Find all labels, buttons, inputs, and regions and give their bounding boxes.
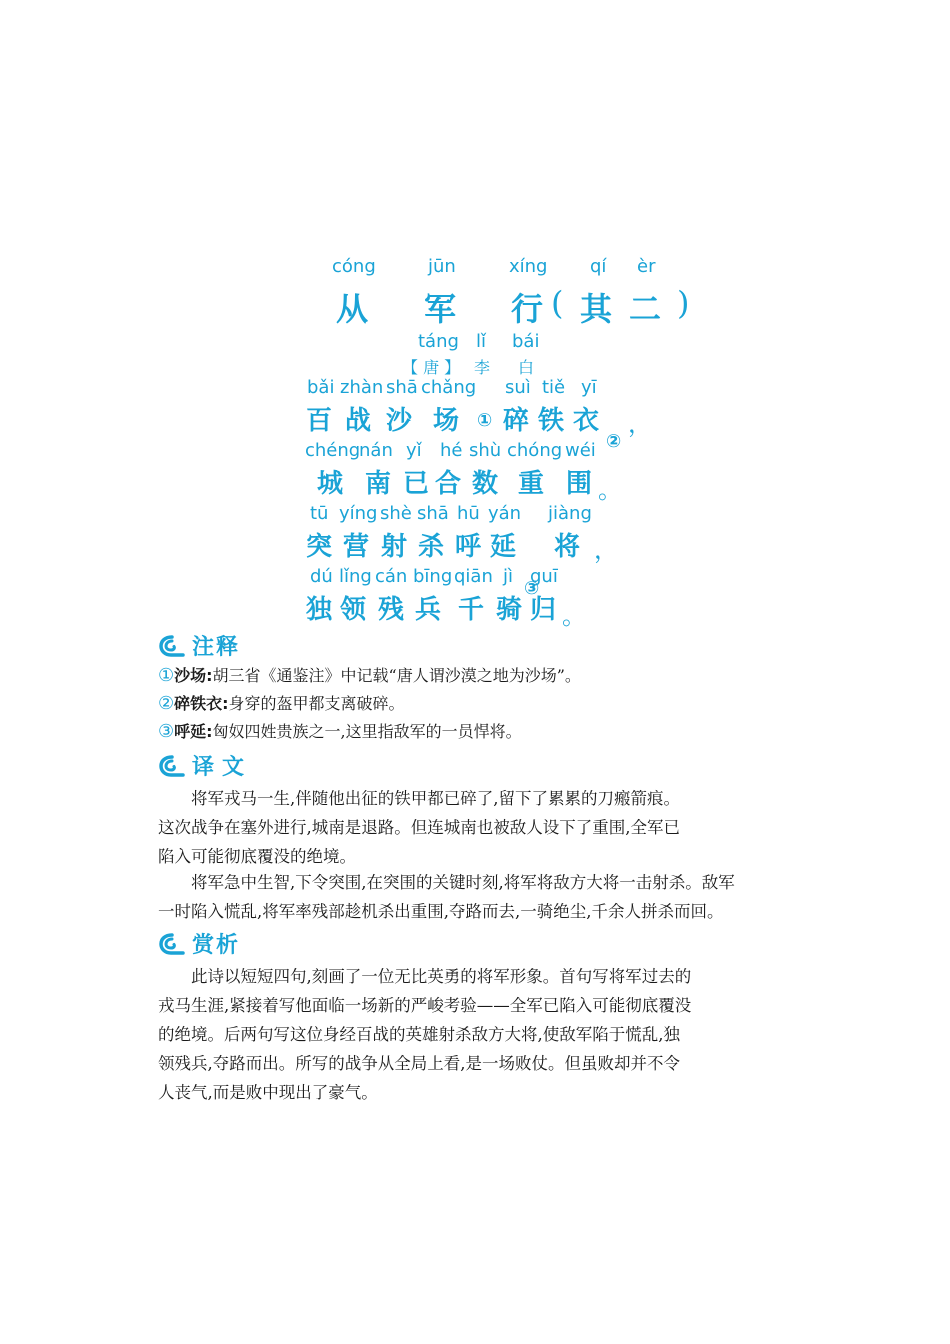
appreciation-line-3: 的绝境。后两句写这位身经百战的英雄射杀敌方大将,使敌军陷于慌乱,独: [158, 1025, 680, 1044]
line3-pinyin-5: hū: [457, 503, 480, 524]
line4-punct: 。: [562, 602, 586, 630]
translation-p2-line-2: 一时陷入慌乱,将军率残部趁机杀出重围,夺路而去,一骑绝尘,千余人拼杀而回。: [158, 902, 724, 921]
line2-pinyin-6: chóng: [507, 440, 563, 461]
appreciation-line-1: 此诗以短短四句,刻画了一位无比英勇的将军形象。首句写将军过去的: [158, 967, 692, 986]
line4-char-3: 残: [378, 595, 405, 625]
note-2: [158, 691, 405, 714]
note-marker-2: ②: [606, 431, 622, 452]
line2-char-2: 南: [365, 469, 392, 499]
line3-char-3: 射: [381, 532, 408, 562]
line4-pinyin-1: dú: [310, 566, 333, 587]
note-1: [158, 663, 581, 686]
line3-char-4: 杀: [418, 532, 445, 562]
line1-char-4: 场: [433, 406, 460, 436]
line3-char-7: 将: [554, 532, 581, 562]
note-3-text: 匈奴四姓贵族之一,这里指敌军的一员悍将。: [212, 722, 522, 741]
note-2-number: ②: [158, 693, 175, 714]
author-name-2: 白: [518, 358, 535, 377]
line2-pinyin-2: nán: [359, 440, 393, 461]
line4-char-4: 兵: [415, 595, 442, 625]
author-name-1: 李: [474, 358, 491, 377]
title-char-5: 其: [580, 290, 613, 328]
line2-punct: 。: [598, 476, 622, 504]
line1-pinyin-4: chǎng: [421, 377, 477, 398]
note-1-number: ①: [158, 665, 175, 686]
line4-char-5: 千: [458, 595, 485, 625]
appreciation-paragraph: [158, 962, 691, 1107]
line4-pinyin-3: cán: [375, 566, 408, 587]
line4-char-2: 领: [340, 595, 367, 625]
line4-char-6: 骑: [496, 595, 523, 625]
line3-char-2: 营: [343, 532, 370, 562]
line3-pinyin-7: jiàng: [548, 503, 592, 524]
line2-pinyin-3: yǐ: [406, 440, 422, 461]
title-char-1: 从: [336, 290, 369, 328]
line1-char-7: 衣: [573, 406, 600, 436]
note-1-text: 胡三省《通鉴注》中记载“唐人谓沙漠之地为沙场”。: [212, 666, 581, 685]
title-pinyin-4: qí: [590, 256, 607, 277]
title-char-6: 二: [629, 290, 662, 328]
line1-punct: ，: [628, 410, 652, 438]
note-1-term: 沙场:: [174, 666, 213, 685]
translation-p1-line-2: 这次战争在塞外进行,城南是退路。但连城南也被敌人设下了重围,全军已: [158, 818, 680, 837]
line1-pinyin-5: suì: [505, 377, 531, 398]
line4-pinyin-5: qiān: [454, 566, 493, 587]
translation-paragraph-1: [158, 784, 680, 871]
title-char-7: ): [677, 284, 690, 322]
translation-heading: 译文: [192, 755, 253, 780]
line4-char-1: 独: [306, 595, 333, 625]
line2-char-6: 重: [518, 469, 545, 499]
line3-pinyin-3: shè: [380, 503, 412, 524]
title-pinyin-1: cóng: [332, 256, 376, 277]
title-char-4: (: [551, 284, 564, 322]
author-dynasty: 【 唐 】: [402, 358, 461, 377]
translation-paragraph-2: [158, 868, 735, 926]
line2-char-7: 围: [566, 469, 593, 499]
line3-pinyin-6: yán: [488, 503, 522, 524]
author-pinyin-1: táng: [418, 331, 459, 352]
appreciation-heading: 赏析: [192, 933, 241, 958]
author-pinyin-2: lǐ: [476, 331, 487, 352]
translation-p1-line-3: 陷入可能彻底覆没的绝境。: [158, 847, 356, 866]
line1-pinyin-6: tiě: [542, 377, 566, 398]
appreciation-line-2: 戎马生涯,紧接着写他面临一场新的严峻考验——全军已陷入可能彻底覆没: [158, 996, 692, 1015]
line2-pinyin-1: chéng: [305, 440, 361, 461]
line2-char-3: 已: [403, 469, 430, 499]
line4-pinyin-4: bīng: [413, 566, 453, 587]
line1-char-2: 战: [345, 406, 372, 436]
line1-pinyin-1: bǎi: [307, 377, 335, 398]
line3-char-6: 延: [490, 532, 517, 562]
line1-char-1: 百: [306, 406, 333, 436]
title-char-3: 行: [511, 290, 544, 328]
line2-char-1: 城: [317, 469, 344, 499]
line3-pinyin-1: tū: [310, 503, 329, 524]
swirl-icon: [158, 932, 186, 956]
line2-pinyin-5: shù: [469, 440, 502, 461]
line4-pinyin-2: lǐng: [339, 566, 372, 587]
line3-char-5: 呼: [455, 532, 482, 562]
swirl-icon: [158, 634, 186, 658]
line4-pinyin-7: guī: [530, 566, 558, 587]
note-marker-3: ③: [524, 578, 540, 599]
note-3-number: ③: [158, 721, 175, 742]
appreciation-line-5: 人丧气,而是败中现出了豪气。: [158, 1083, 378, 1102]
title-pinyin-5: èr: [637, 256, 656, 277]
line1-char-6: 铁: [538, 406, 565, 436]
line2-char-4: 合: [435, 469, 462, 499]
line4-char-7: 归: [530, 595, 557, 625]
line2-char-5: 数: [472, 469, 499, 499]
note-3-term: 呼延:: [174, 722, 213, 741]
line2-pinyin-4: hé: [440, 440, 463, 461]
note-3: [158, 719, 522, 742]
line3-pinyin-2: yíng: [339, 503, 378, 524]
note-marker-1: ①: [477, 410, 493, 431]
translation-p1-line-1: 将军戎马一生,伴随他出征的铁甲都已碎了,留下了累累的刀瘢箭痕。: [158, 789, 680, 808]
line3-punct: ，: [594, 536, 618, 564]
line1-pinyin-2: zhàn: [340, 377, 384, 398]
note-2-term: 碎铁衣:: [174, 694, 229, 713]
line3-pinyin-4: shā: [417, 503, 449, 524]
line1-char-5: 碎: [503, 406, 530, 436]
title-char-2: 军: [424, 290, 457, 328]
line2-pinyin-7: wéi: [565, 440, 596, 461]
note-2-text: 身穿的盔甲都支离破碎。: [228, 694, 405, 713]
line3-char-1: 突: [306, 532, 333, 562]
line4-pinyin-6: jì: [503, 566, 514, 587]
line1-char-3: 沙: [386, 406, 413, 436]
swirl-icon: [158, 754, 186, 778]
title-pinyin-2: jūn: [428, 256, 456, 277]
line1-pinyin-7: yī: [581, 377, 597, 398]
notes-heading: 注释: [192, 635, 241, 660]
author-pinyin-3: bái: [512, 331, 540, 352]
translation-p2-line-1: 将军急中生智,下令突围,在突围的关键时刻,将军将敌方大将一击射杀。敌军: [158, 873, 735, 892]
title-pinyin-3: xíng: [509, 256, 548, 277]
appreciation-line-4: 领残兵,夺路而出。所写的战争从全局上看,是一场败仗。但虽败却并不令: [158, 1054, 680, 1073]
line1-pinyin-3: shā: [386, 377, 418, 398]
